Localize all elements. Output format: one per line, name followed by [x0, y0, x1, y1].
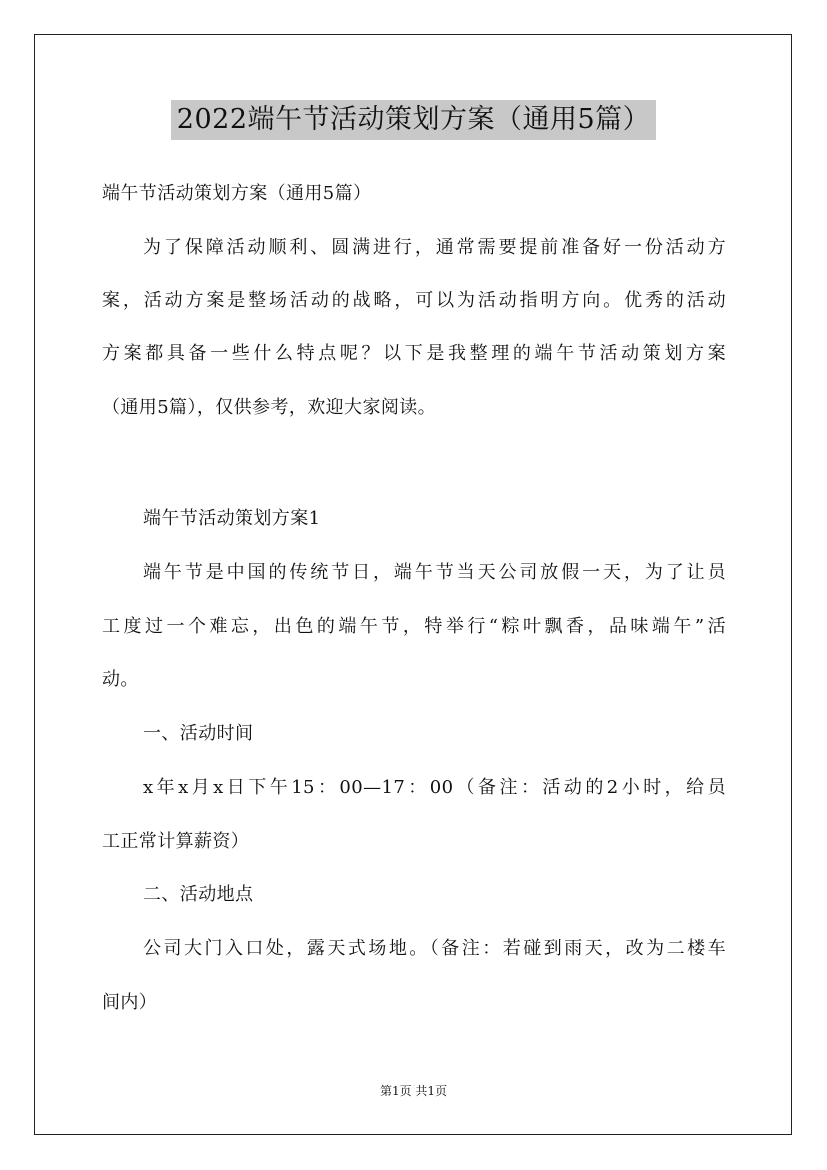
item-text-line: 公司大门入口处，露天式场地。（备注：若碰到雨天，改为二楼车 [143, 938, 726, 959]
intro-line: 方案都具备一些什么特点呢？以下是我整理的端午节活动策划方案 [102, 343, 726, 364]
document-subtitle: 端午节活动策划方案（通用5篇） [102, 183, 372, 204]
intro-line: 为了保障活动顺利、圆满进行，通常需要提前准备好一份活动方 [143, 237, 726, 258]
item-heading-time: 一、活动时间 [143, 723, 254, 744]
item-heading-location: 二、活动地点 [143, 884, 254, 905]
item-text-line: 间内） [102, 992, 158, 1013]
intro-line: （通用5篇），仅供参考，欢迎大家阅读。 [102, 397, 437, 418]
section-heading: 端午节活动策划方案1 [143, 508, 321, 529]
item-text-line: x年x月x日下午15：00—17：00（备注：活动的2小时，给员 [143, 777, 726, 798]
document-title: 2022端午节活动策划方案（通用5篇） [171, 100, 656, 140]
intro-line: 案，活动方案是整场活动的战略，可以为活动指明方向。优秀的活动 [102, 290, 726, 311]
section-para-line: 端午节是中国的传统节日，端午节当天公司放假一天，为了让员 [143, 562, 726, 583]
page-footer: 第1页 共1页 [379, 1084, 448, 1098]
item-text-line: 工正常计算薪资） [102, 831, 250, 852]
title-container [0, 100, 827, 140]
section-para-line: 工度过一个难忘，出色的端午节，特举行“粽叶飘香，品味端午”活 [102, 616, 726, 637]
section-para-line: 动。 [102, 669, 139, 690]
